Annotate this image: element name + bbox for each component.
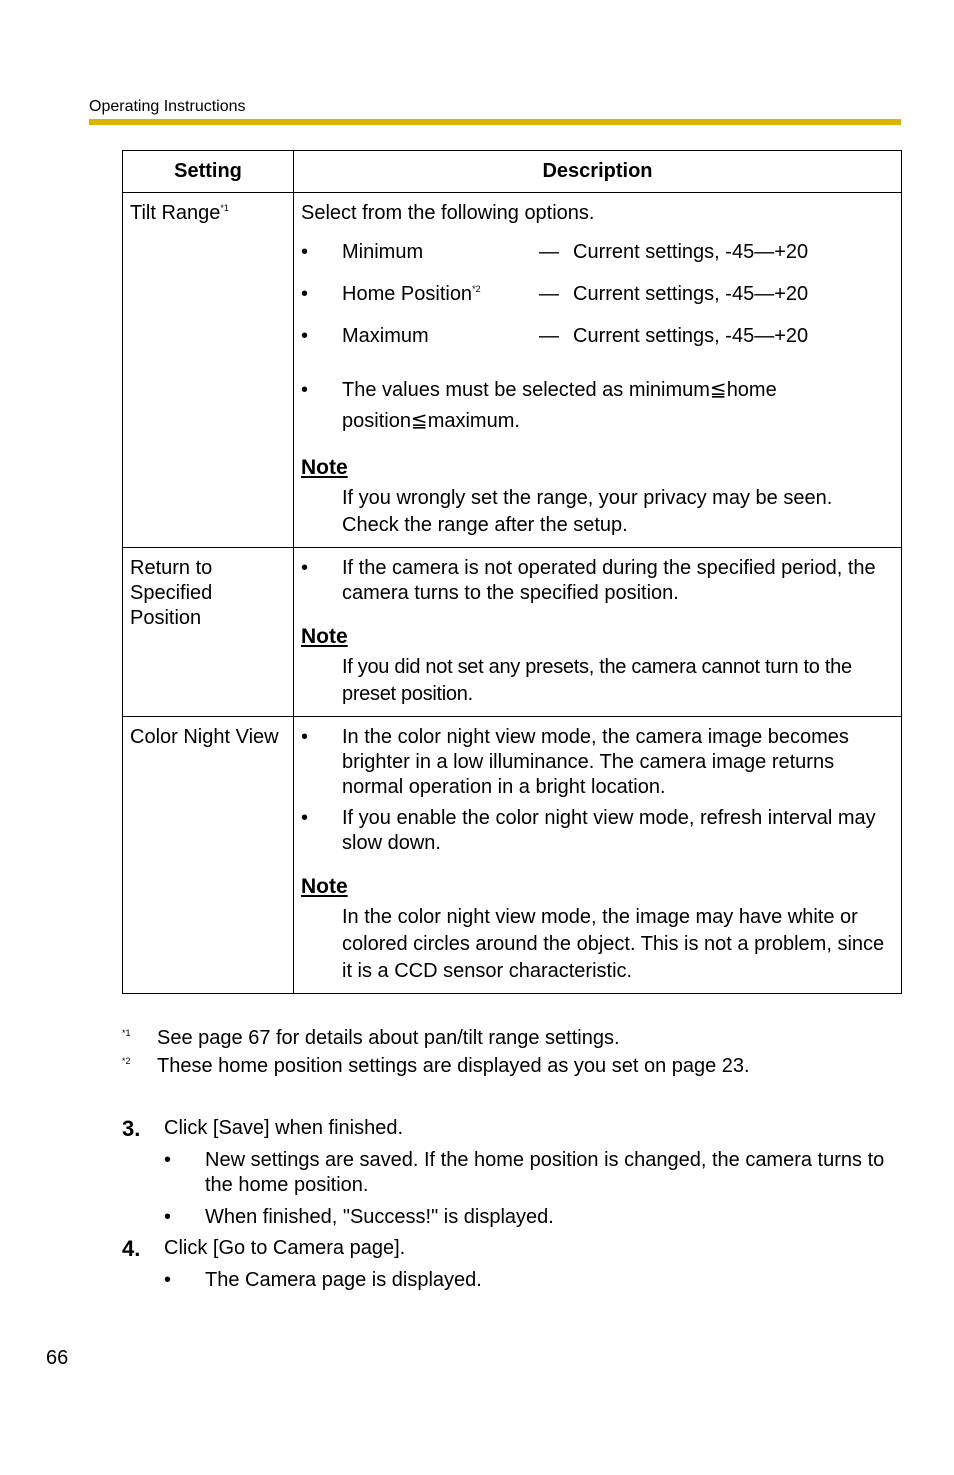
step-bullet bbox=[122, 1205, 902, 1230]
setting-name: Return to Specified Position bbox=[130, 557, 213, 629]
bullet-text: The values must be selected as minimum≦home position≦maximum. bbox=[342, 379, 777, 432]
bullet: • bbox=[301, 807, 309, 829]
bullet: • bbox=[301, 324, 309, 347]
footnote-mark: *1 bbox=[122, 1028, 131, 1038]
footnotes bbox=[122, 1024, 750, 1080]
bullet: • bbox=[301, 379, 309, 401]
description-intro: Select from the following options. bbox=[301, 202, 595, 224]
footnote-mark: *2 bbox=[122, 1056, 131, 1066]
bullet: • bbox=[164, 1269, 172, 1291]
option-name: Home Position$^{*2}$ bbox=[342, 282, 481, 305]
note-title: Note bbox=[301, 625, 348, 648]
option-name: Minimum bbox=[342, 240, 424, 263]
column-header-setting: Setting bbox=[123, 151, 294, 193]
step-bullet bbox=[122, 1148, 902, 1198]
table-row bbox=[123, 717, 902, 994]
bullet-text: When finished, "Success!" is displayed. bbox=[205, 1206, 554, 1228]
bullet: • bbox=[301, 726, 309, 748]
option-name: Maximum bbox=[342, 324, 429, 347]
setting-name: Tilt Range bbox=[130, 202, 221, 224]
description-cell bbox=[294, 717, 902, 994]
setting-name-cell bbox=[123, 717, 294, 994]
step-bullet bbox=[122, 1268, 902, 1293]
option-dash: — bbox=[539, 282, 559, 305]
setting-name: Color Night View bbox=[130, 726, 279, 748]
option-dash: — bbox=[539, 240, 559, 263]
page-number: 66 bbox=[46, 1347, 69, 1369]
header-rule bbox=[89, 119, 901, 125]
bullet: • bbox=[301, 557, 309, 579]
option-row bbox=[301, 231, 891, 273]
footnote-text: See page 67 for details about pan/tilt range settings. bbox=[157, 1027, 620, 1049]
bullet-item bbox=[301, 725, 891, 800]
note-text: If you did not set any presets, the camera cannot turn to the preset position. bbox=[342, 656, 852, 705]
option-row bbox=[301, 273, 891, 315]
footnote-ref: *2 bbox=[472, 283, 481, 294]
note-text: In the color night view mode, the image may have white or colored circles around the object. This is not a problem, since it is a CCD sensor characteristic. bbox=[342, 906, 885, 982]
option-dash: — bbox=[539, 324, 559, 347]
bullet-text: The Camera page is displayed. bbox=[205, 1269, 482, 1291]
bullet-text: In the color night view mode, the camera image becomes brighter in a low illuminance. The camera image returns normal operation in a bright location. bbox=[342, 726, 849, 798]
step-number: 3. bbox=[122, 1116, 141, 1141]
bullet-item bbox=[301, 806, 891, 856]
bullet-text: New settings are saved. If the home position is changed, the camera turns to the home position. bbox=[205, 1149, 885, 1196]
bullet-text: If the camera is not operated during the specified period, the camera turns to the specified position. bbox=[342, 557, 876, 604]
footnote-text: These home position settings are displayed as you set on page 23. bbox=[157, 1055, 750, 1077]
footnote bbox=[122, 1052, 750, 1080]
description-cell bbox=[294, 548, 902, 717]
running-header: Operating Instructions bbox=[89, 98, 246, 115]
note-title: Note bbox=[301, 875, 348, 898]
note-title: Note bbox=[301, 456, 348, 479]
step bbox=[122, 1116, 902, 1141]
steps bbox=[122, 1110, 902, 1293]
option-row bbox=[301, 315, 891, 357]
option-value: Current settings, -45—+20 bbox=[573, 324, 809, 347]
table-row bbox=[123, 548, 902, 717]
footnote bbox=[122, 1024, 750, 1052]
step-number: 4. bbox=[122, 1236, 141, 1261]
step-text: Click [Go to Camera page]. bbox=[164, 1237, 406, 1259]
bullet: • bbox=[301, 282, 309, 305]
description-cell bbox=[294, 193, 902, 548]
bullet: • bbox=[164, 1149, 172, 1171]
option-value: Current settings, -45—+20 bbox=[573, 240, 809, 263]
note-text: If you wrongly set the range, your privacy may be seen. Check the range after the setup. bbox=[342, 487, 833, 536]
bullet-item bbox=[301, 375, 891, 437]
bullet: • bbox=[164, 1206, 172, 1228]
footnote-ref: *1 bbox=[220, 203, 229, 213]
setting-name-cell bbox=[123, 548, 294, 717]
bullet: • bbox=[301, 240, 309, 263]
table-row bbox=[123, 193, 902, 548]
column-header-description: Description bbox=[294, 151, 902, 193]
settings-table bbox=[122, 150, 902, 994]
step-text: Click [Save] when finished. bbox=[164, 1117, 404, 1139]
table-header-row bbox=[123, 151, 902, 193]
setting-name-cell bbox=[123, 193, 294, 548]
option-value: Current settings, -45—+20 bbox=[573, 282, 809, 305]
bullet-item bbox=[301, 556, 891, 606]
bullet-text: If you enable the color night view mode, refresh interval may slow down. bbox=[342, 807, 876, 854]
step bbox=[122, 1236, 902, 1261]
